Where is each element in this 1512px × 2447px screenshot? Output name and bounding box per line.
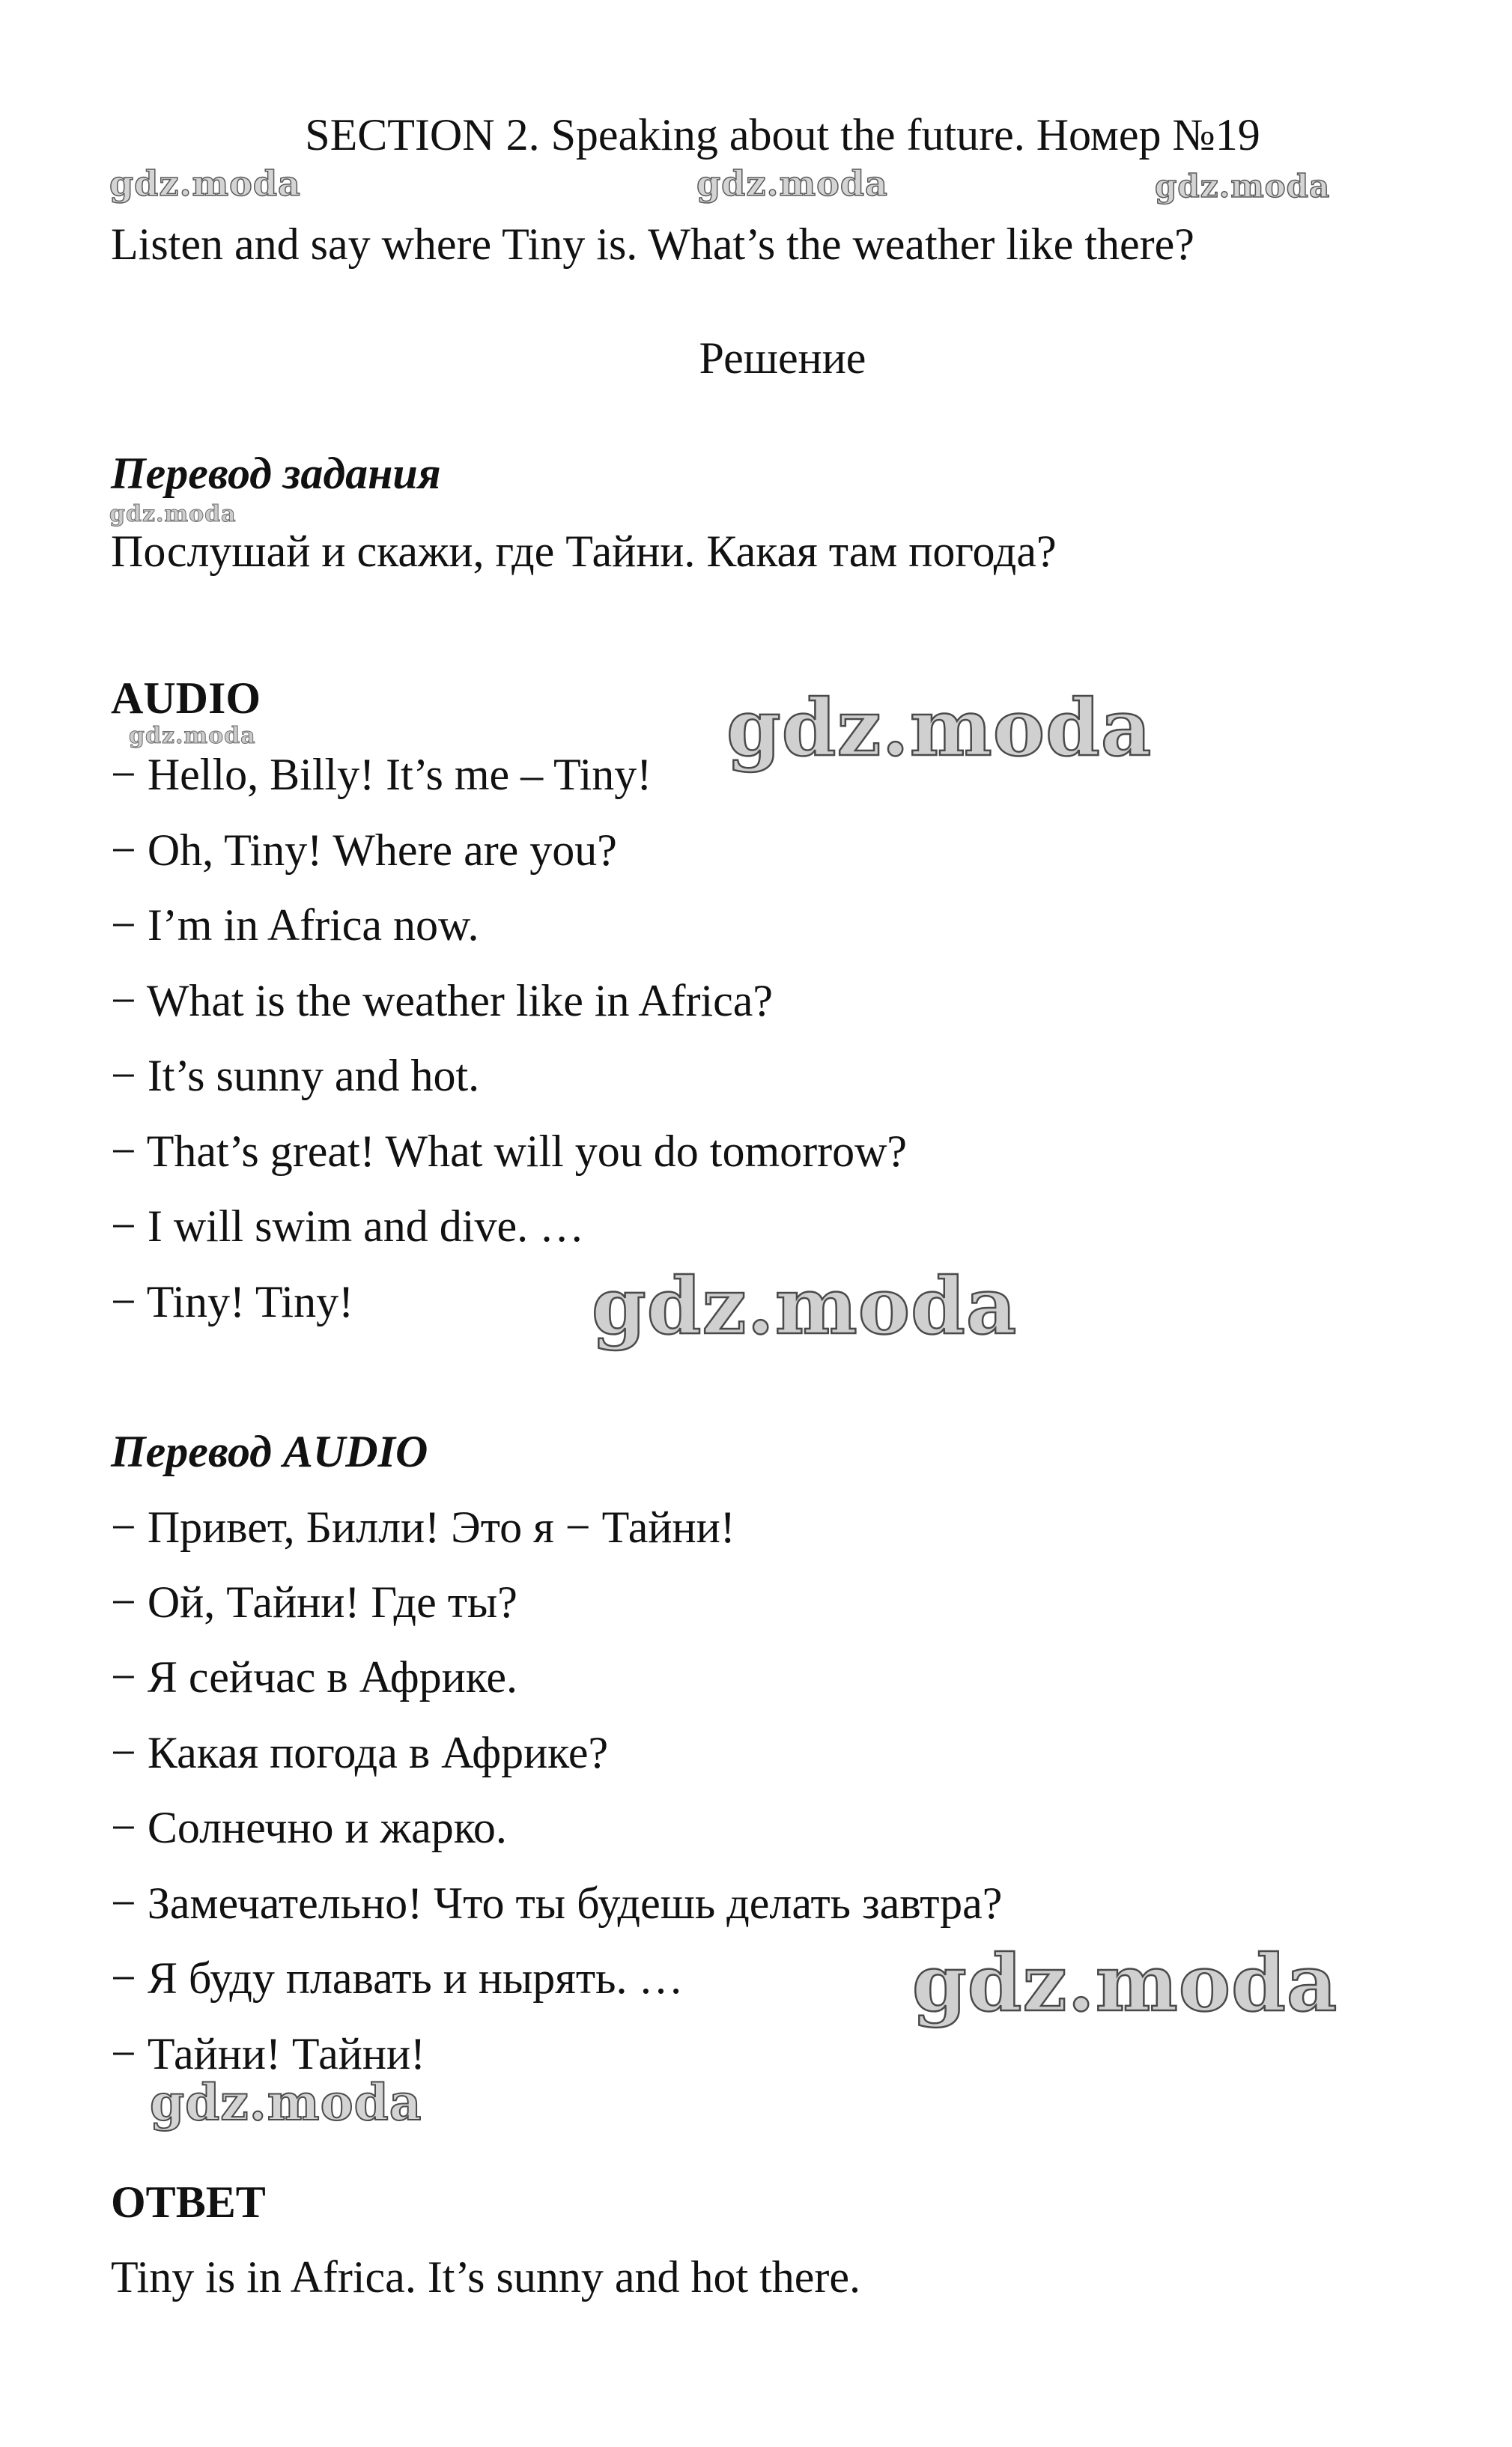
audio-line: − Tiny! Tiny! [111, 1277, 354, 1326]
audio-translation-line: − Тайни! Тайни! [111, 2029, 426, 2078]
watermark: gdz.moda [109, 163, 301, 204]
watermark: gdz.moda [592, 1260, 1018, 1352]
audio-heading: AUDIO [111, 673, 261, 723]
audio-translation-line: − Я буду плавать и нырять. … [111, 1953, 684, 2003]
answer-heading: ОТВЕТ [111, 2177, 266, 2227]
audio-line: − It’s sunny and hot. [111, 1051, 480, 1100]
watermark: gdz.moda [912, 1937, 1338, 2029]
audio-line: − I’m in Africa now. [111, 900, 479, 950]
audio-translation-line: − Ой, Тайни! Где ты? [111, 1577, 517, 1627]
watermark: gdz.moda [150, 2073, 422, 2132]
watermark: gdz.moda [1155, 168, 1331, 204]
translation-task-heading: Перевод задания [111, 449, 441, 498]
solution-label: Решение [699, 333, 866, 383]
page-title: SECTION 2. Speaking about the future. Номер №19 [305, 110, 1260, 160]
audio-translation-heading: Перевод AUDIO [111, 1427, 428, 1476]
audio-line: − Hello, Billy! It’s me – Tiny! [111, 750, 652, 799]
translation-task-text: Послушай и скажи, где Тайни. Какая там погода? [111, 527, 1057, 576]
watermark: gdz.moda [129, 723, 256, 749]
audio-translation-line: − Я сейчас в Африке. [111, 1652, 518, 1702]
audio-line: − Oh, Tiny! Where are you? [111, 825, 617, 875]
answer-text: Tiny is in Africa. It’s sunny and hot there. [111, 2252, 861, 2302]
audio-line: − What is the weather like in Africa? [111, 976, 774, 1025]
audio-translation-line: − Солнечно и жарко. [111, 1803, 507, 1852]
watermark: gdz.moda [726, 682, 1153, 774]
audio-translation-line: − Привет, Билли! Это я − Тайни! [111, 1503, 735, 1552]
watermark: gdz.moda [109, 501, 237, 527]
audio-line: − That’s great! What will you do tomorrow? [111, 1127, 908, 1176]
audio-translation-line: − Какая погода в Африке? [111, 1728, 609, 1777]
watermark: gdz.moda [696, 163, 888, 204]
task-text: Listen and say where Tiny is. What’s the weather like there? [111, 219, 1194, 269]
audio-line: − I will swim and dive. … [111, 1201, 585, 1251]
audio-translation-line: − Замечательно! Что ты будешь делать завтра? [111, 1879, 1003, 1928]
